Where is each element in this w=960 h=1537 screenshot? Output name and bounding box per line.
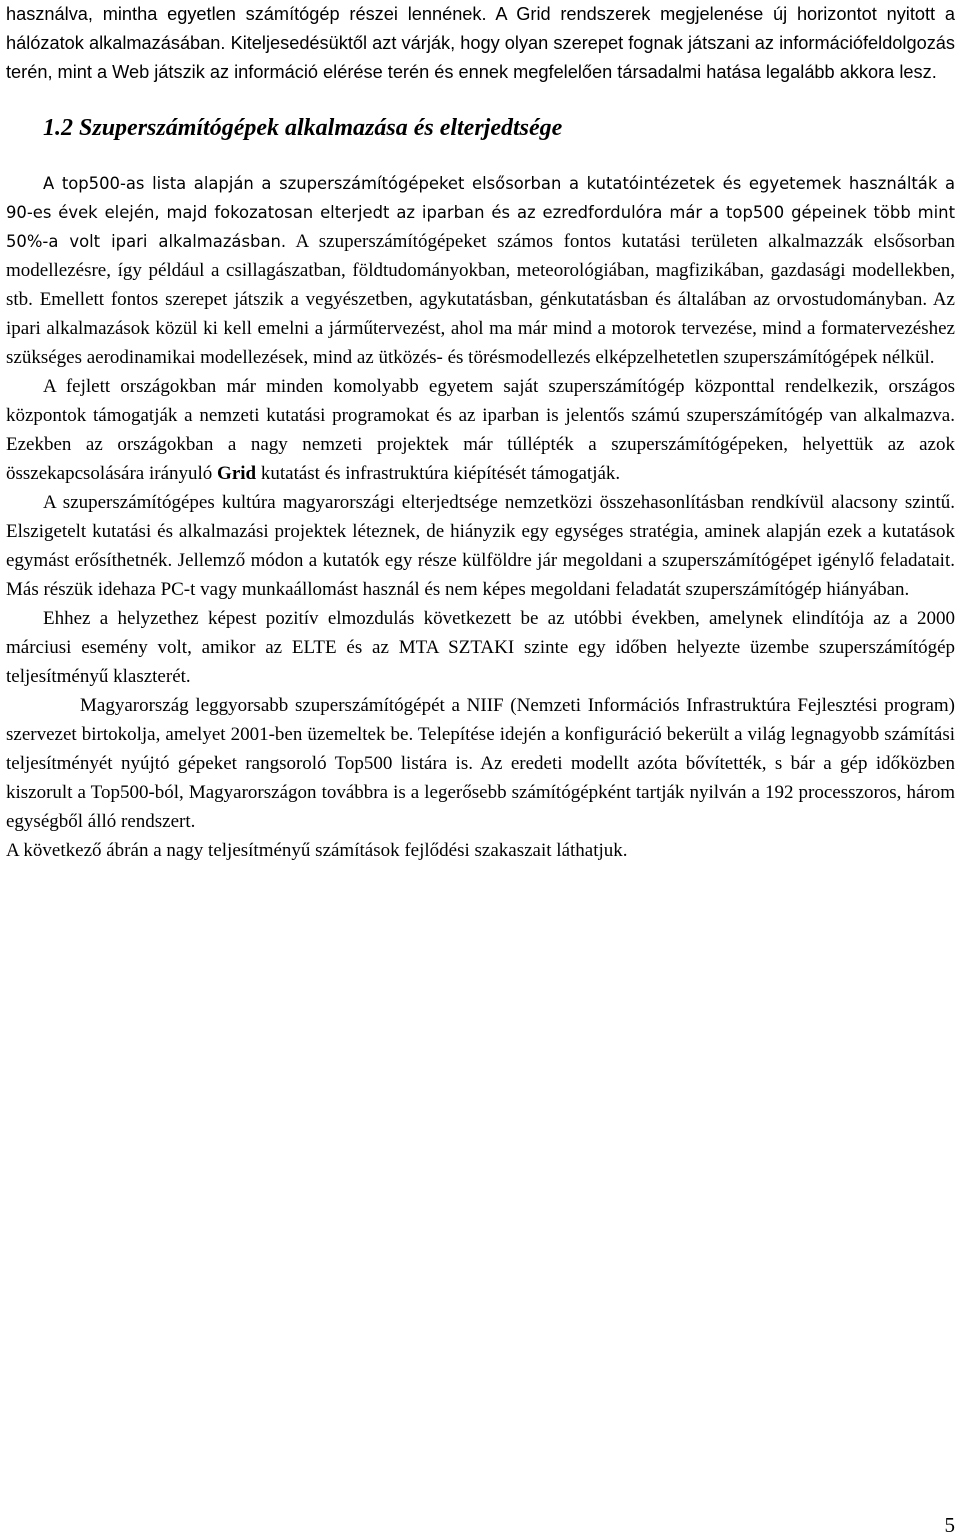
paragraph-figure-intro: A következő ábrán a nagy teljesítményű számítások fejlődési szakaszait láthatjuk. xyxy=(6,840,628,861)
grid-term: Grid xyxy=(217,463,257,484)
page-number: 5 xyxy=(944,1513,955,1537)
spacer xyxy=(6,143,955,169)
paragraph-top500-lead: A top500-as lista alapján a szuperszámítógépeket elsősorban a kutatóintézetek és egyetemek használták a 90-es évek elején, majd fokozatosan elterjedt az iparban és az ezredfordulóra már a top500 gépeinek több mint 50%-a volt ipari alkalmazásban. xyxy=(6,174,955,251)
paragraph-developed-countries-b: kutatást és infrastruktúra kiépítését támogatják. xyxy=(256,463,621,484)
document-page xyxy=(6,0,955,865)
paragraph-hungary-culture: A szuperszámítógépes kultúra magyarországi elterjedtsége nemzetközi összehasonlításban rendkívül alacsony szintű. Elszigetelt kutatási és alkalmazási projektek léteznek, de hiányzik egy egységes stratégia, aminek alapján ezek a kutatások egymást erősíthetnék. Jellemző módon a kutatók egy része külföldre jár megoldani a szuperszámítógépet igénylő feladatait. Más részük idehaza PC-t vagy munkaállomást használ és nem képes megoldani feladatát szuperszámítógép hiányában. xyxy=(6,492,955,600)
paragraph-positive-shift: Ehhez a helyzethez képest pozitív elmozdulás következett be az utóbbi években, amelynek elindítója az a 2000 márciusi esemény volt, amikor az ELTE és az MTA SZTAKI szinte egy időben helyezte üzembe szuperszámítógép teljesítményű klaszterét. xyxy=(6,608,955,687)
paragraph-top500-cont: A szuperszámítógépeket számos fontos kutatási területen alkalmazzák elsősorban modellezésre, így például a csillagászatban, földtudományokban, meteorológiában, magfizikában, gazdasági modellekben, stb. Emellett fontos szerepet játszik a vegyészetben, agykutatásban, génkutatásban és általában az orvostudományban. Az ipari alkalmazások közül ki kell emelni a járműtervezést, ahol ma már mind a motorok tervezése, mind a formatervezéshez szükséges aerodinamikai modellezések, mind az ütközés- és törésmodellezés elképzelhetetlen szuperszámítógépek nélkül. xyxy=(6,231,956,368)
spacer xyxy=(6,87,955,113)
section-heading: 1.2 Szuperszámítógépek alkalmazása és elterjedtsége xyxy=(43,115,563,141)
paragraph-niif: Magyarország leggyorsabb szuperszámítógépét a NIIF (Nemzeti Információs Infrastruktúra Fejlesztési program) szervezet birtokolja, amelyet 2001-ben üzemeltek be. Telepítése idején a konfiguráció bekerült a világ legnagyobb számítási teljesítményét nyújtó gépeket rangsoroló Top500 listára is. Az eredeti modellt azóta bővítették, s bár a gép időközben kiszorult a Top500-ból, Magyarországon továbbra is a legerősebb számítógépként tartják nyilván a 192 processzoros, három egységből álló rendszert. xyxy=(6,695,955,832)
paragraph-developed-countries-a: A fejlett országokban már minden komolyabb egyetem saját szuperszámítógép központtal rendelkezik, országos központok támogatják a nemzeti kutatási programokat és az iparban is jelentős számú szuperszámítógép van alkalmazva. Ezekben az országokban a nagy nemzeti projektek már túllépték a szuperszámítógépeken, helyettük az azok összekapcsolására irányuló xyxy=(6,376,955,484)
paragraph-top500 xyxy=(6,169,955,372)
intro-paragraph: használva, mintha egyetlen számítógép részei lennének. A Grid rendszerek megjelenése új horizontot nyitott a hálózatok alkalmazásában. Kiteljesedésüktől azt várják, hogy olyan szerepet fognak játszani az információfeldolgozás terén, mint a Web játszik az információ elérése terén és ennek megfelelően társadalmi hatása legalább akkora lesz. xyxy=(6,4,955,82)
paragraph-developed-countries xyxy=(6,372,955,488)
